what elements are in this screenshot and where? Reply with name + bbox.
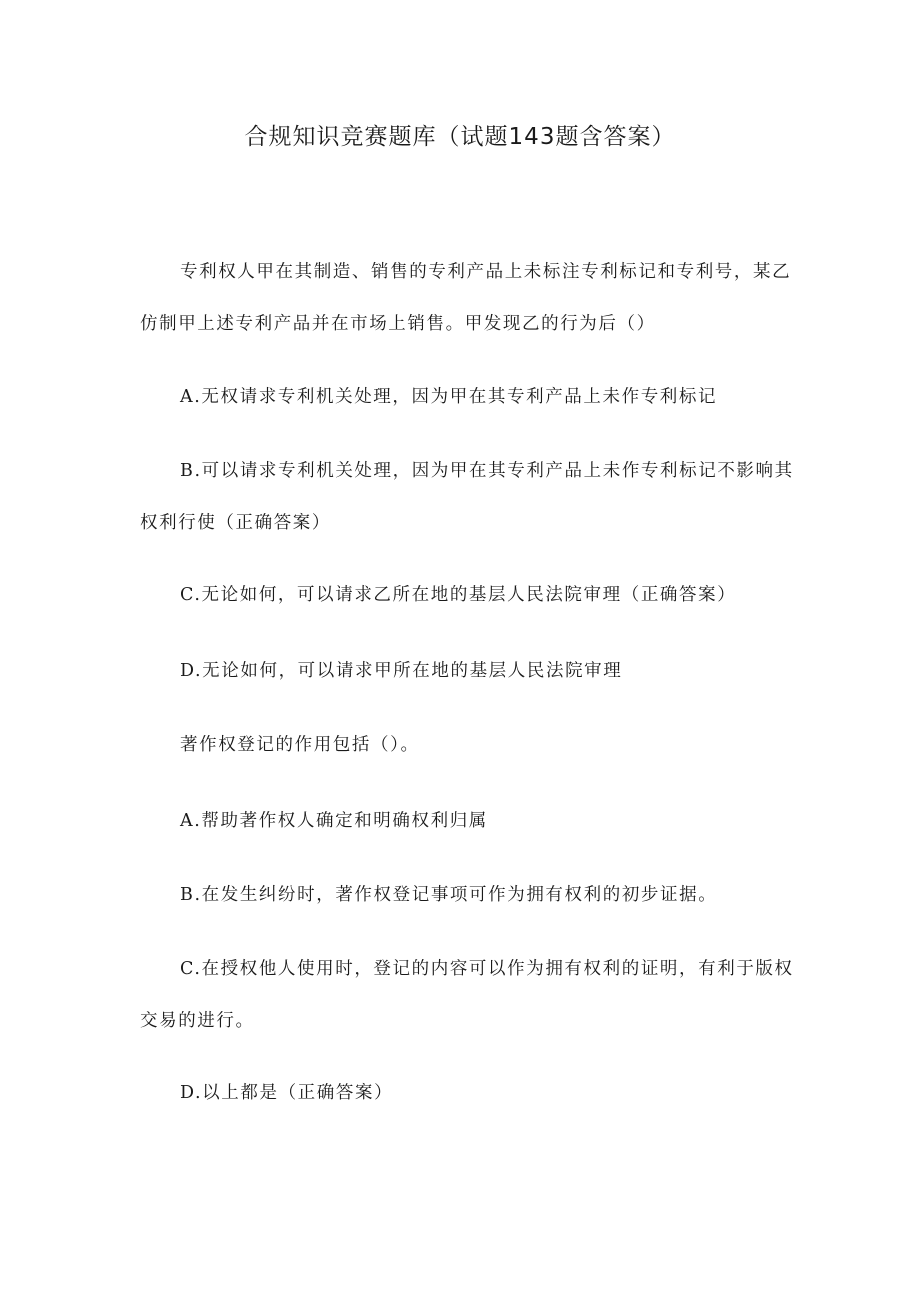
question-1-option-c: C.无论如何，可以请求乙所在地的基层人民法院审理（正确答案）	[180, 585, 737, 605]
question-2-option-a: A.帮助著作权人确定和明确权利归属	[180, 811, 488, 831]
document-title: 合规知识竞赛题库（试题143题含答案）	[244, 124, 676, 150]
question-2-option-d: D.以上都是（正确答案）	[180, 1083, 394, 1103]
question-2-option-c: C.在授权他人使用时，登记的内容可以作为拥有权利的证明，有利于版权交易的进行。	[140, 959, 794, 1031]
question-2-stem: 著作权登记的作用包括（）。	[180, 735, 420, 755]
question-1-stem: 专利权人甲在其制造、销售的专利产品上未标注专利标记和专利号，某乙仿制甲上述专利产品并在市场上销售。甲发现乙的行为后（）	[140, 262, 792, 334]
question-1-option-a: A.无权请求专利机关处理，因为甲在其专利产品上未作专利标记	[180, 387, 718, 407]
question-1-option-b: B.可以请求专利机关处理，因为甲在其专利产品上未作专利标记不影响其权利行使（正确答案）	[140, 461, 794, 533]
question-1-option-d: D.无论如何，可以请求甲所在地的基层人民法院审理	[180, 661, 623, 681]
question-2-option-b: B.在发生纠纷时，著作权登记事项可作为拥有权利的初步证据。	[180, 885, 718, 905]
